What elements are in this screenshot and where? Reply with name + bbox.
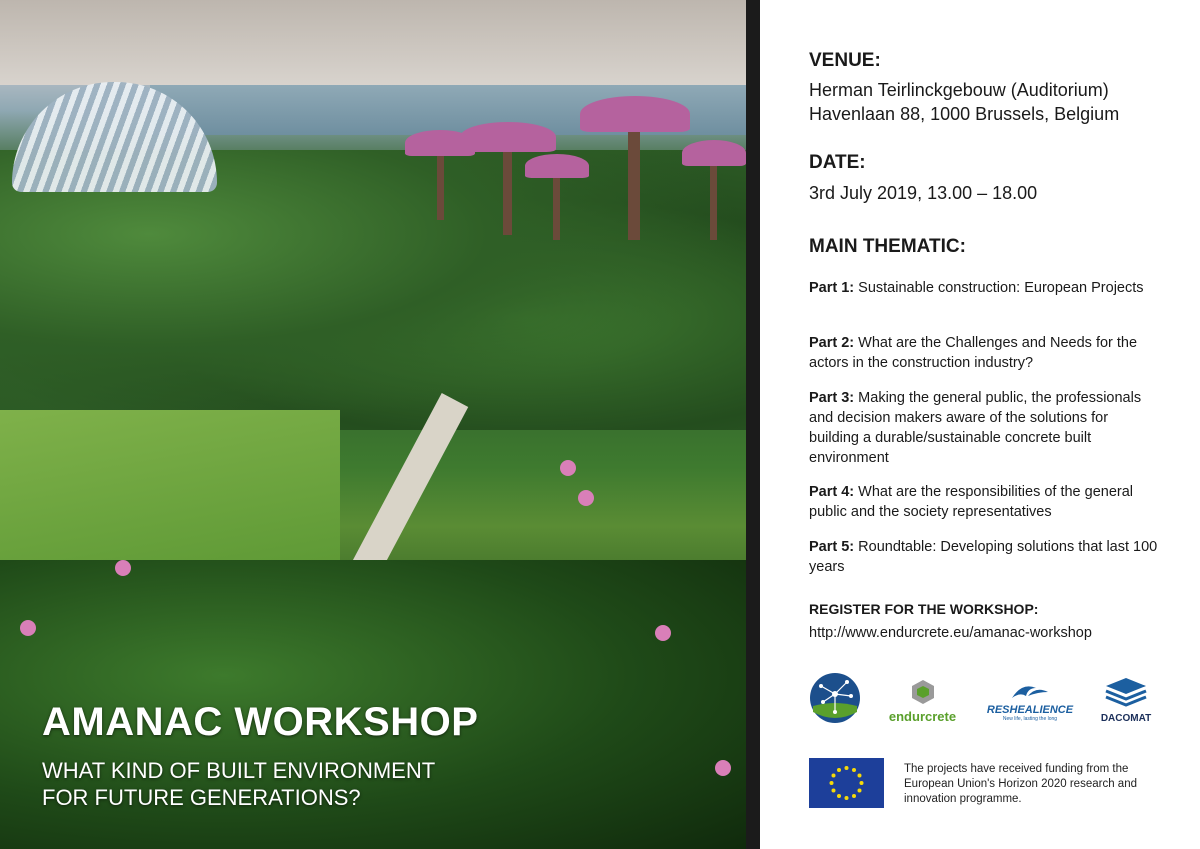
part-text: Roundtable: Developing solutions that last 100 years xyxy=(809,539,1158,575)
part-text: What are the Challenges and Needs for the actors in the construction industry? xyxy=(809,335,1138,371)
date-value: 3rd July 2019, 13.00 – 18.00 xyxy=(809,183,1038,203)
subtitle-line: WHAT KIND OF BUILT ENVIRONMENT xyxy=(42,758,436,783)
venue-address: Havenlaan 88, 1000 Brussels, Belgium xyxy=(809,104,1120,124)
bougainvillea-flower xyxy=(578,490,594,506)
supertree xyxy=(580,96,690,132)
supertree-trunk xyxy=(437,150,444,220)
part-label: Part 2: xyxy=(809,335,855,351)
thematic-part-2 xyxy=(809,333,1159,373)
dacomat-logo xyxy=(1098,676,1154,724)
part-label: Part 1: xyxy=(809,280,855,296)
bougainvillea-flower xyxy=(20,620,36,636)
endurcrete-wordmark: endurcrete xyxy=(888,709,957,724)
reshealience-logo xyxy=(985,682,1075,724)
part-text: What are the responsibilities of the general public and the society representatives xyxy=(809,484,1134,520)
date-heading: DATE: xyxy=(809,152,866,173)
thematic-part-1 xyxy=(809,278,1159,298)
supertree xyxy=(525,154,589,178)
lawn xyxy=(0,410,340,560)
eu-flag xyxy=(809,758,884,808)
thematic-part-4 xyxy=(809,482,1159,522)
venue-name: Herman Teirlinckgebouw (Auditorium) xyxy=(809,80,1109,100)
register-heading: REGISTER FOR THE WORKSHOP: xyxy=(809,601,1039,617)
title-block xyxy=(42,700,502,811)
reshealience-wordmark: RESHEALIENCE xyxy=(986,704,1074,716)
panel-divider xyxy=(746,0,760,849)
sky xyxy=(0,0,746,85)
funding-statement: The projects have received funding from the European Union's Horizon 2020 research and innovation programme. xyxy=(904,763,1137,805)
supertree xyxy=(405,130,475,156)
part-text: Sustainable construction: European Projects xyxy=(858,280,1144,296)
eu-stars-icon xyxy=(809,758,884,808)
amanac-network-icon xyxy=(809,672,861,724)
part-label: Part 5: xyxy=(809,539,855,555)
amanac-logo xyxy=(809,672,861,724)
supertree-trunk xyxy=(553,170,560,240)
reshealience-tagline: New life, lasting the long xyxy=(1002,716,1058,722)
endurcrete-cube-icon xyxy=(909,678,937,706)
supertree-trunk xyxy=(503,140,512,235)
bougainvillea-flower xyxy=(560,460,576,476)
thematic-heading: MAIN THEMATIC: xyxy=(809,236,966,257)
bougainvillea-flower xyxy=(655,625,671,641)
workshop-subtitle xyxy=(42,757,502,811)
bougainvillea-flower xyxy=(115,560,131,576)
part-text: Making the general public, the professionals and decision makers aware of the solutions for building a durable/sustainable concrete built environment xyxy=(809,390,1142,466)
venue-heading: VENUE: xyxy=(809,50,881,71)
part-label: Part 3: xyxy=(809,390,855,406)
thematic-part-5 xyxy=(809,537,1159,577)
supertree xyxy=(682,140,746,166)
wave-icon xyxy=(1010,682,1050,702)
subtitle-line: FOR FUTURE GENERATIONS? xyxy=(42,785,361,810)
bougainvillea-flower xyxy=(715,760,731,776)
workshop-title: AMANAC WORKSHOP xyxy=(42,700,479,744)
stacked-layers-icon xyxy=(1102,676,1150,708)
dacomat-wordmark: DACOMAT xyxy=(1100,713,1152,724)
supertree-trunk xyxy=(710,160,717,240)
supertree-trunk xyxy=(628,120,640,240)
endurcrete-logo xyxy=(885,678,960,724)
thematic-part-3 xyxy=(809,388,1159,468)
part-label: Part 4: xyxy=(809,484,855,500)
register-link[interactable]: http://www.endurcrete.eu/amanac-workshop xyxy=(809,625,1092,641)
